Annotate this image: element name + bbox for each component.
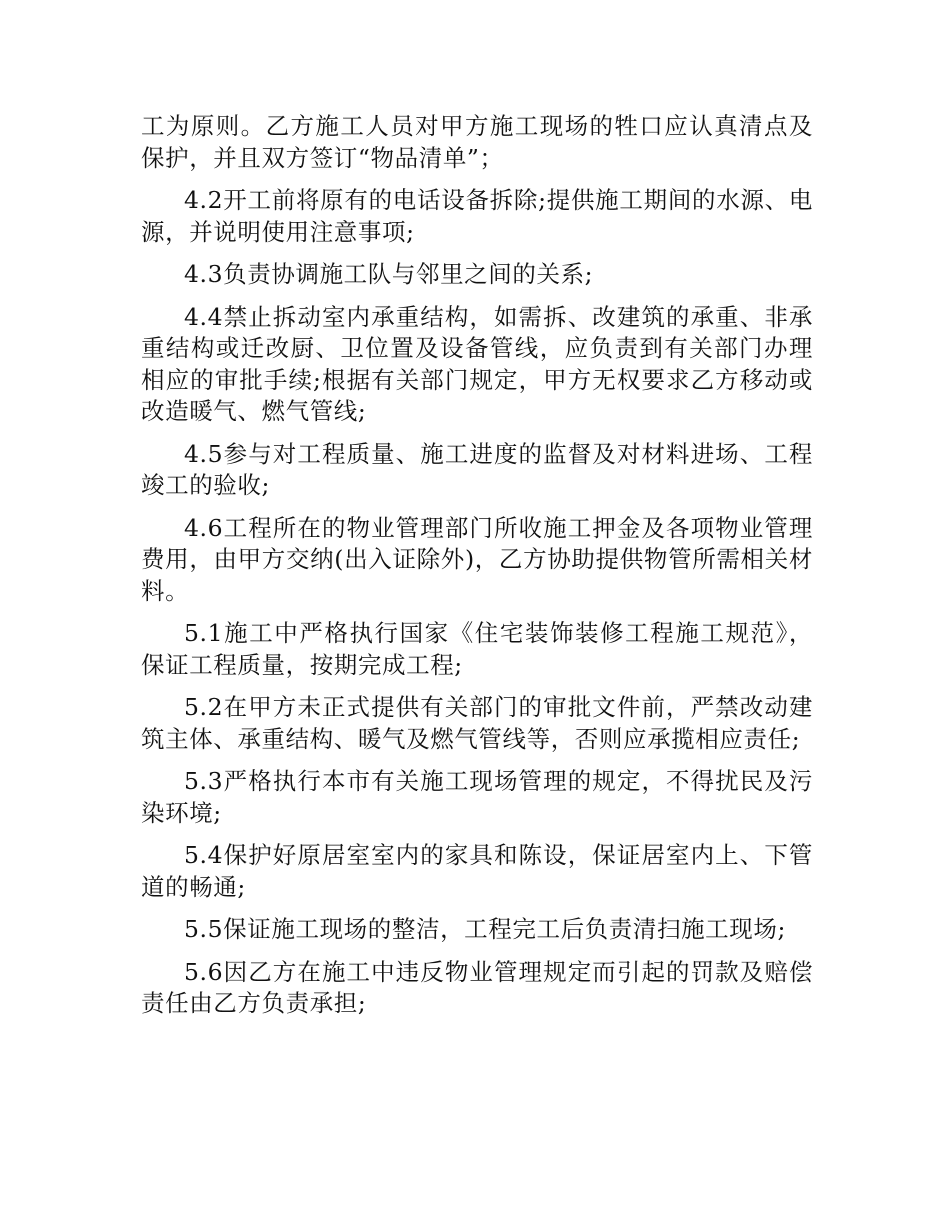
paragraph-5-6: 5.6因乙方在施工中违反物业管理规定而引起的罚款及赔偿责任由乙方负责承担; bbox=[141, 957, 813, 1017]
paragraph-5-3: 5.3严格执行本市有关施工现场管理的规定，不得扰民及污染环境; bbox=[141, 767, 813, 827]
paragraph-4-4: 4.4禁止拆动室内承重结构，如需拆、改建筑的承重、非承重结构或迁改厨、卫位置及设备管线，应负责到有关部门办理相应的审批手续;根据有关部门规定，甲方无权要求乙方移动或改造暖气、燃气管线; bbox=[141, 302, 813, 425]
paragraph-continuation: 工为原则。乙方施工人员对甲方施工现场的牲口应认真清点及保护，并且双方签订“物品清单”； bbox=[141, 112, 813, 172]
paragraph-5-2: 5.2在甲方未正式提供有关部门的审批文件前，严禁改动建筑主体、承重结构、暖气及燃气管线等，否则应承揽相应责任; bbox=[141, 693, 813, 753]
paragraph-5-5: 5.5保证施工现场的整洁，工程完工后负责清扫施工现场; bbox=[184, 915, 786, 943]
paragraph-4-5: 4.5参与对工程质量、施工进度的监督及对材料进场、工程竣工的验收; bbox=[141, 439, 813, 499]
paragraph-4-2: 4.2开工前将原有的电话设备拆除;提供施工期间的水源、电源，并说明使用注意事项; bbox=[141, 186, 813, 246]
paragraph-5-4: 5.4保护好原居室室内的家具和陈设，保证居室内上、下管道的畅通; bbox=[141, 841, 813, 901]
paragraph-4-6: 4.6工程所在的物业管理部门所收施工押金及各项物业管理费用，由甲方交纳(出入证除外)，乙方协助提供物管所需相关材料。 bbox=[141, 513, 813, 605]
paragraph-5-1: 5.1施工中严格执行国家《住宅装饰装修工程施工规范》，保证工程质量，按期完成工程; bbox=[141, 619, 813, 679]
document-body bbox=[141, 111, 813, 1031]
paragraph-4-3: 4.3负责协调施工队与邻里之间的关系; bbox=[184, 260, 594, 288]
